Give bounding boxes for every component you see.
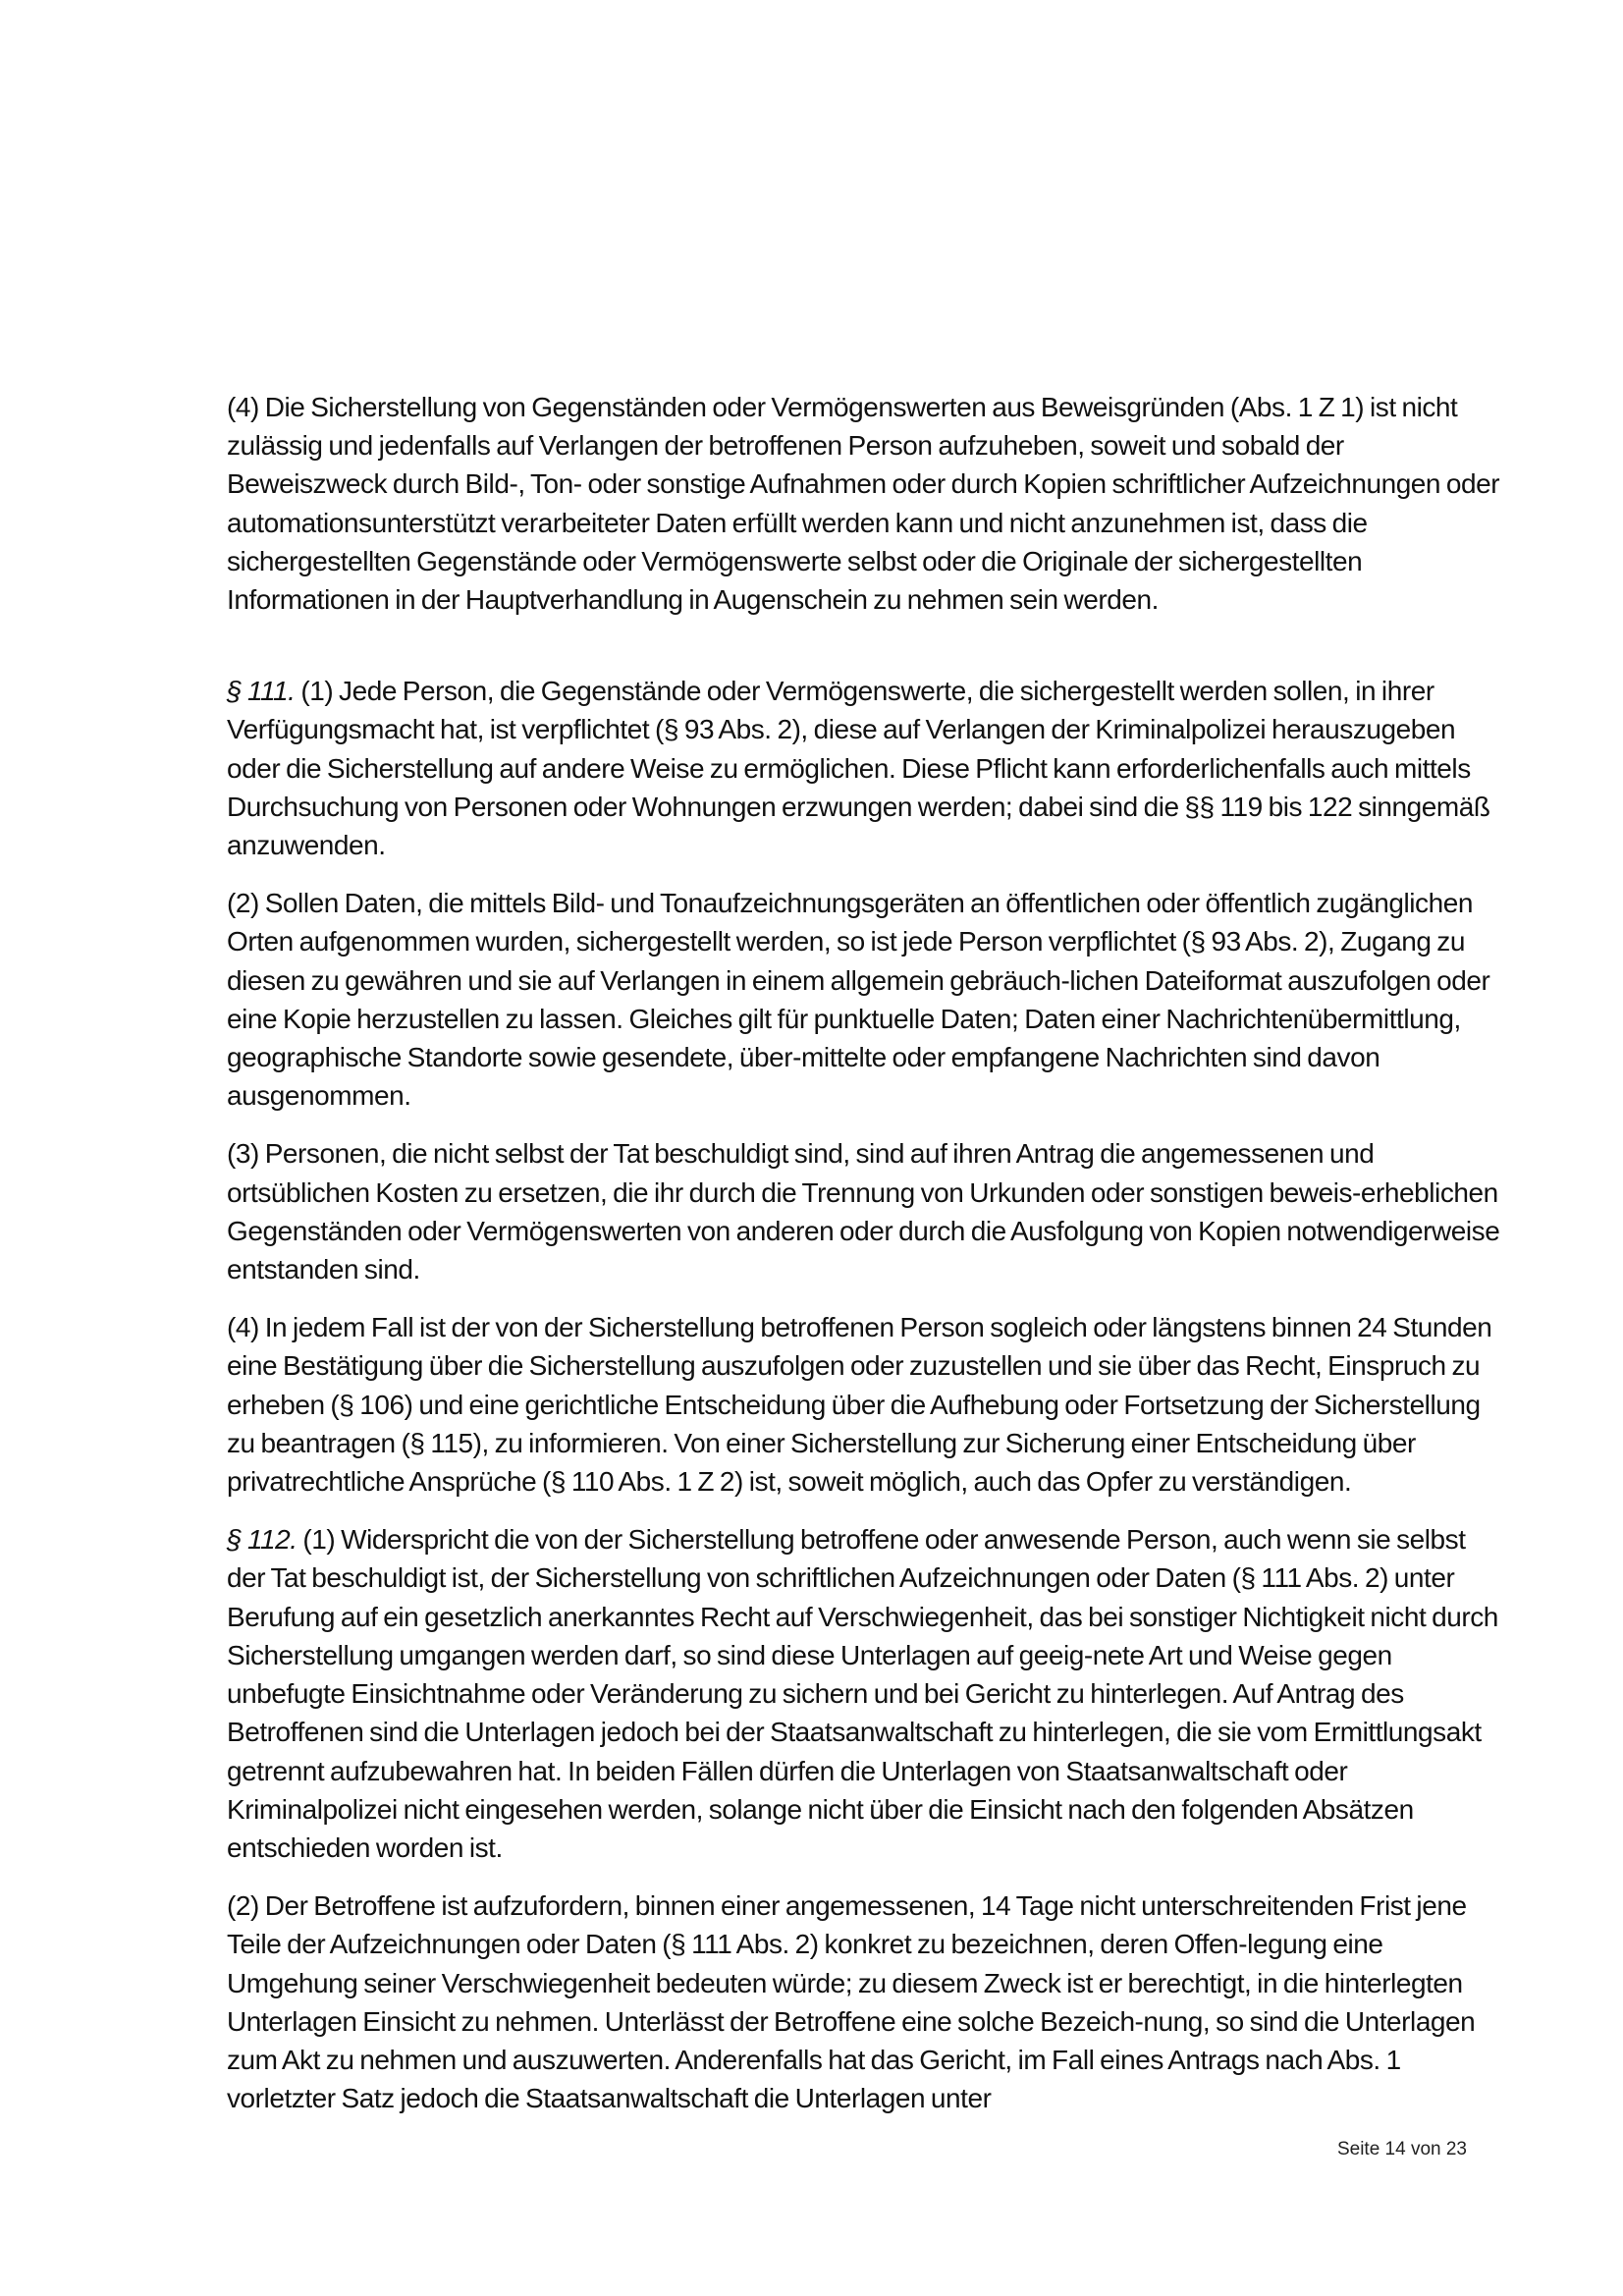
section-number: § 111. — [227, 676, 296, 707]
paragraph-111-3 — [227, 1134, 1503, 1288]
page-number: Seite 14 von 23 — [1336, 2139, 1467, 2159]
paragraph-text: (4) In jedem Fall ist der von der Sicherstellung betroffenen Person sogleich oder längstens binnen 24 Stunden eine Bestätigung über die Sicherstellung auszufolgen oder zuzustellen und sie über das Recht, Einspruch zu erheben (§ 106) und eine gerichtliche Entscheidung über die Aufhebung oder Fortsetzung der Sicherstellung zu beantragen (§ 115), zu informieren. Von einer Sicherstellung zur Sicherung einer Entscheidung über privatrechtliche Ansprüche (§ 110 Abs. 1 Z 2) ist, soweit möglich, auch das Opfer zu verständigen. — [227, 1312, 1492, 1498]
paragraph-text: (1) Widerspricht die von der Sicherstellung betroffene oder anwesende Person, auch wenn sie selbst der Tat beschuldigt ist, der Sicherstellung von schriftlichen Aufzeichnungen oder Daten (§ 111 Abs. 2) unter Berufung auf ein gesetzlich anerkanntes Recht auf Verschwiegenheit, das bei sonstiger Nichtigkeit nicht durch Sicherstellung umgangen werden darf, so sind diese Unterlagen auf geeig-nete Art und Weise gegen unbefugte Einsichtnahme oder Veränderung zu sichern und bei Gericht zu hinterlegen. Auf Antrag des Betroffenen sind die Unterlagen jedoch bei der Staatsanwaltschaft zu hinterlegen, die sie vom Ermittlungsakt getrennt aufzubewahren hat. In beiden Fällen dürfen die Unterlagen von Staatsanwaltschaft oder Kriminalpolizei nicht eingesehen werden, solange nicht über die Einsicht nach den folgenden Absätzen entschieden worden ist. — [227, 1524, 1498, 1863]
paragraph-text: (2) Der Betroffene ist aufzufordern, binnen einer angemessenen, 14 Tage nicht unterschreitenden Frist jene Teile der Aufzeichnungen oder Daten (§ 111 Abs. 2) konkret zu bezeichnen, deren Offen-legung eine Umgehung seiner Verschwiegenheit bedeuten würde; zu diesem Zweck ist er berechtigt, in die hinterlegten Unterlagen Einsicht zu nehmen. Unterlässt der Betroffene eine solche Bezeich-nung, so sind die Unterlagen zum Akt zu nehmen und auszuwerten. Anderenfalls hat das Gericht, im Fall eines Antrags nach Abs. 1 vorletzter Satz jedoch die Staatsanwaltschaft die Unterlagen unter — [227, 1890, 1476, 2114]
paragraph-110-4 — [227, 388, 1503, 619]
section-number: § 112. — [227, 1524, 298, 1556]
paragraph-112-1 — [227, 1520, 1503, 1867]
paragraph-text: (2) Sollen Daten, die mittels Bild- und Tonaufzeichnungsgeräten an öffentlichen oder öffentlich zugänglichen Orten aufgenommen wurden, sichergestellt werden, so ist jede Person verpflichtet (§ 93 Abs. 2), Zugang zu diesen zu gewähren und sie auf Verlangen in einem allgemein gebräuch-lichen Dateiformat auszufolgen oder eine Kopie herzustellen zu lassen. Gleiches gilt für punktuelle Daten; Daten einer Nachrichtenübermittlung, geographische Standorte sowie gesendete, über-mittelte oder empfangene Nachrichten sind davon ausgenommen. — [227, 888, 1490, 1112]
paragraph-111-4 — [227, 1308, 1503, 1501]
paragraph-text: (1) Jede Person, die Gegenstände oder Vermögenswerte, die sichergestellt werden sollen, in ihrer Verfügungsmacht hat, ist verpflichtet (§ 93 Abs. 2), diese auf Verlangen der Kriminalpolizei herauszugeben oder die Sicherstellung auf andere Weise zu ermöglichen. Diese Pflicht kann erforderlichenfalls auch mittels Durchsuchung von Personen oder Wohnungen erzwungen werden; dabei sind die §§ 119 bis 122 sinngemäß anzuwenden. — [227, 676, 1490, 861]
paragraph-text: (4) Die Sicherstellung von Gegenständen oder Vermögenswerten aus Beweisgründen (Abs. 1 Z 1) ist nicht zulässig und jedenfalls auf Verlangen der betroffenen Person aufzuheben, soweit und sobald der Beweiszweck durch Bild-, Ton- oder sonstige Aufnahmen oder durch Kopien schriftlicher Aufzeichnungen oder automationsunterstützt verarbeiteter Daten erfüllt werden kann und nicht anzunehmen ist, dass die sichergestellten Gegenstände oder Vermögenswerte selbst oder die Originale der sichergestellten Informationen in der Hauptverhandlung in Augenschein zu nehmen sein werden. — [227, 392, 1500, 616]
document-body — [227, 388, 1503, 2137]
paragraph-text: (3) Personen, die nicht selbst der Tat beschuldigt sind, sind auf ihren Antrag die angemessenen und ortsüblichen Kosten zu ersetzen, die ihr durch die Trennung von Urkunden oder sonstigen beweis-erheblichen Gegenständen oder Vermögenswerten von anderen oder durch die Ausfolgung von Kopien notwendigerweise entstanden sind. — [227, 1138, 1500, 1285]
paragraph-111-1 — [227, 672, 1503, 864]
paragraph-111-2 — [227, 884, 1503, 1115]
paragraph-112-2 — [227, 1886, 1503, 2117]
